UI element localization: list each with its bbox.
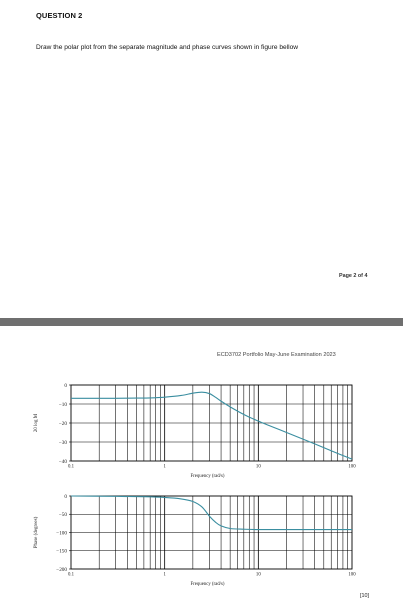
page-number: Page 2 of 4 [339, 273, 368, 279]
x-tick-label: 100 [348, 572, 356, 578]
x-tick-label: 10 [255, 572, 261, 578]
y-tick-label: −100 [56, 530, 67, 537]
x-axis-label: Frequency (rad/s) [190, 474, 225, 479]
x-tick-label: 0.1 [68, 464, 74, 470]
x-tick-label: 1 [163, 572, 166, 578]
y-tick-label: −150 [56, 548, 67, 555]
x-tick-label: 0.1 [68, 572, 74, 578]
y-tick-label: −50 [58, 512, 67, 519]
y-tick-label: −40 [58, 458, 67, 465]
y-axis-label: Phase (degrees) [34, 516, 39, 549]
y-tick-label: 0 [64, 382, 67, 389]
question-text: Draw the polar plot from the separate magnitude and phase curves shown in figure bellow [36, 44, 299, 51]
y-tick-label: −10 [58, 401, 67, 408]
question-marks: [10] [360, 593, 369, 599]
series-line [71, 496, 352, 530]
x-tick-label: 10 [255, 464, 261, 470]
y-axis-label: 20 log M [34, 413, 39, 433]
x-axis-label: Frequency (rad/s) [190, 582, 225, 587]
question-title: QUESTION 2 [36, 11, 83, 20]
y-tick-label: 0 [64, 493, 67, 500]
y-tick-label: −200 [56, 566, 67, 573]
x-tick-label: 100 [348, 464, 356, 470]
x-tick-label: 1 [163, 464, 166, 470]
exam-header: ECD3702 Portfolio May-June Examination 2023 [217, 352, 336, 358]
y-tick-label: −30 [58, 439, 67, 446]
y-tick-label: −20 [58, 420, 67, 427]
